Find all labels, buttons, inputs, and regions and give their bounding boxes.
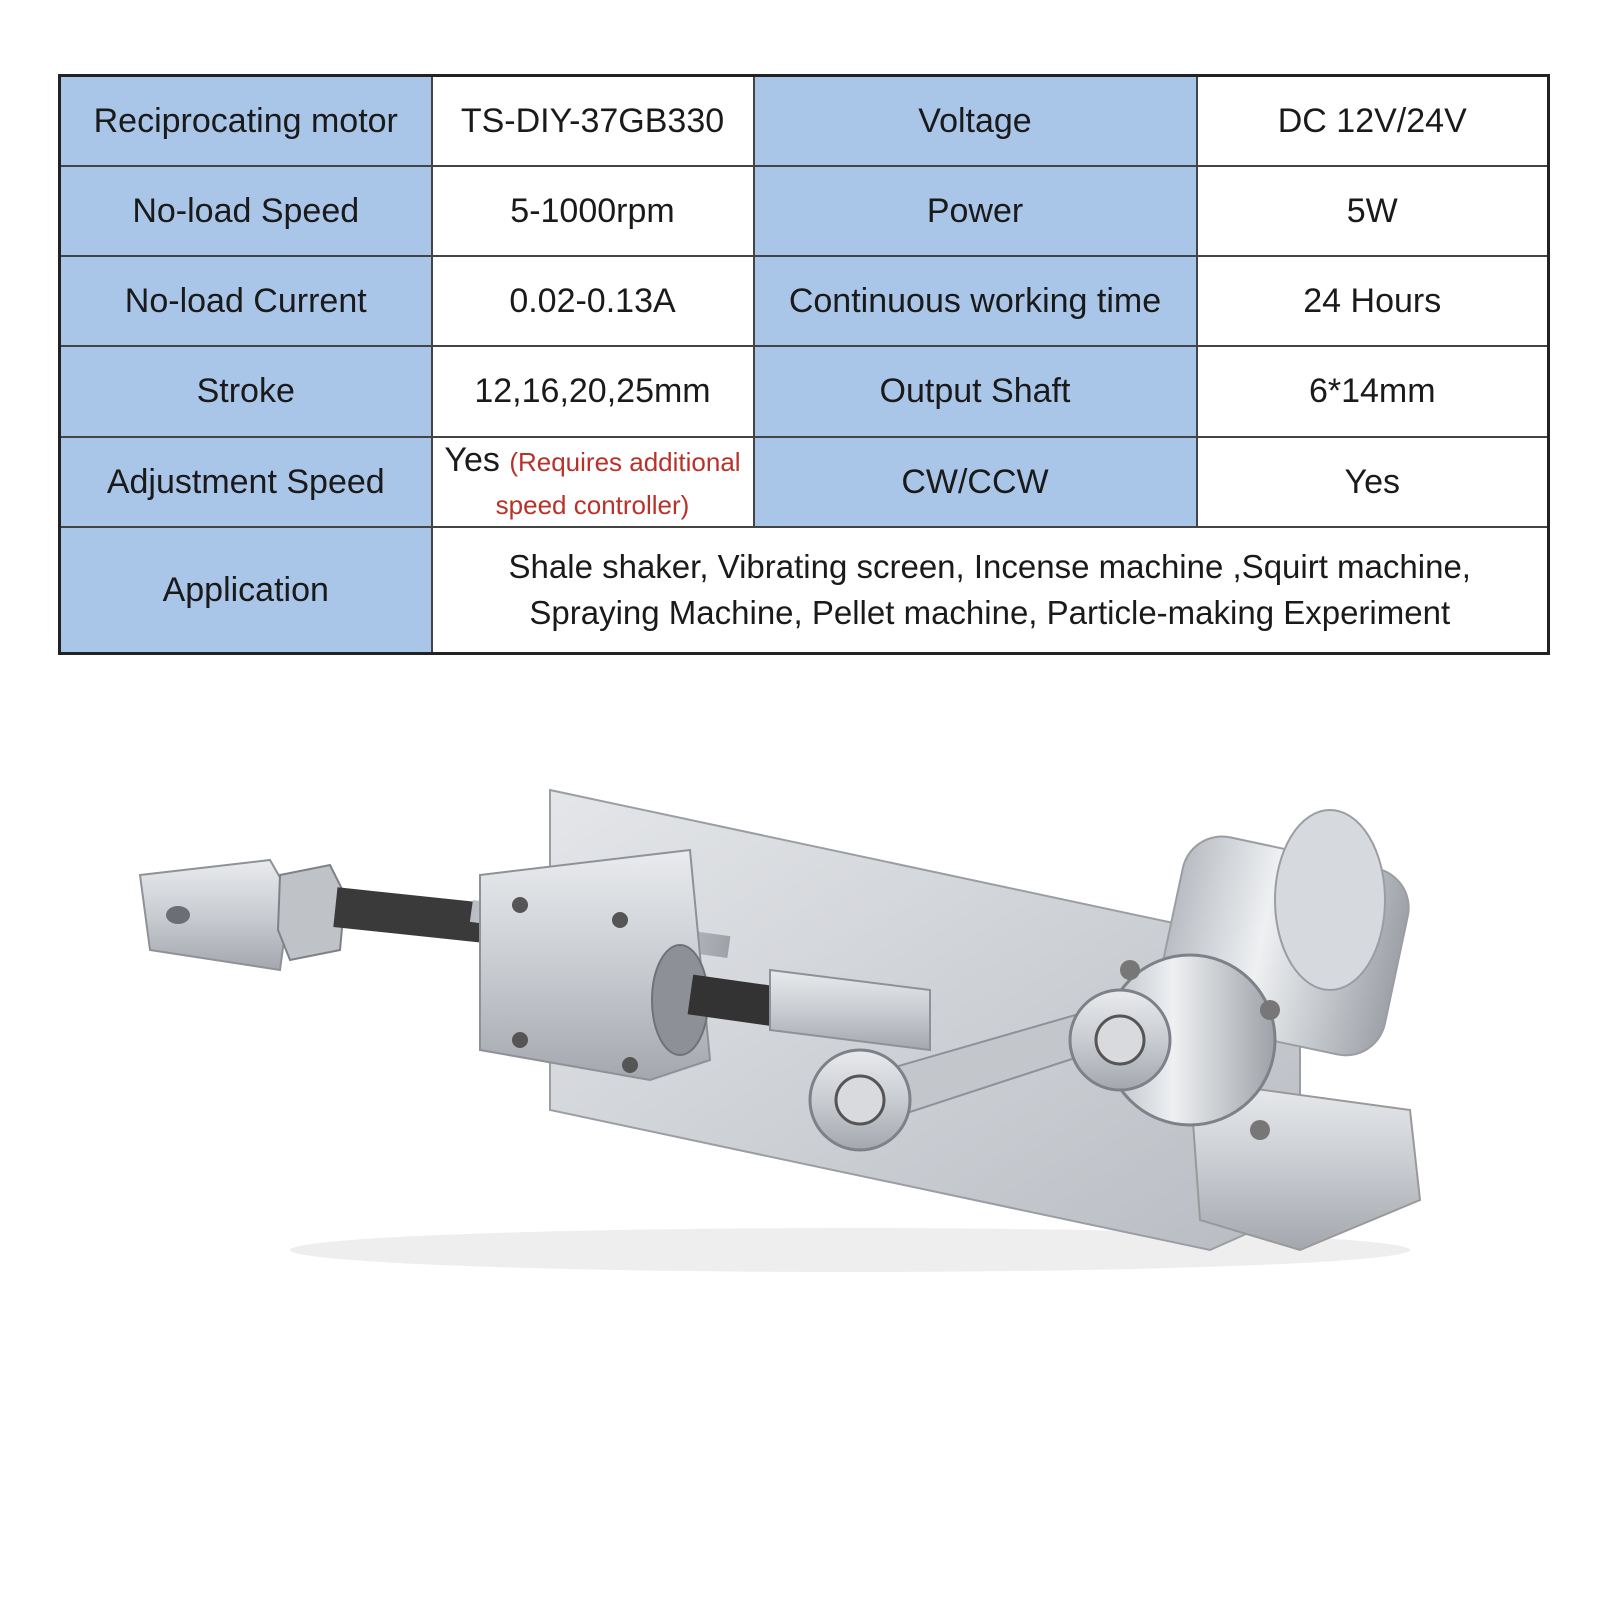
rod-end — [140, 860, 290, 970]
spec-row — [60, 256, 1549, 346]
spec-label: Reciprocating motor — [60, 76, 432, 166]
spec-row — [60, 437, 1549, 527]
motor-cap — [1275, 810, 1385, 990]
application-row — [60, 527, 1549, 653]
spec-value: TS-DIY-37GB330 — [432, 76, 754, 166]
application-value — [432, 527, 1549, 653]
threaded-rod — [333, 887, 486, 942]
spec-value: 12,16,20,25mm — [432, 346, 754, 436]
bolt-hole — [612, 912, 628, 928]
mount-screw — [1120, 960, 1140, 980]
controller-note: (Requires additional — [509, 447, 741, 478]
spec-table — [58, 74, 1550, 655]
reciprocating-motor-photo — [130, 780, 1470, 1300]
spec-value: 5W — [1197, 166, 1549, 256]
spec-label: Voltage — [754, 76, 1197, 166]
bolt-hole — [622, 1057, 638, 1073]
crank-screw — [1096, 1016, 1144, 1064]
spec-label: Output Shaft — [754, 346, 1197, 436]
mount-screw — [1260, 1000, 1280, 1020]
spec-value: 0.02-0.13A — [432, 256, 754, 346]
spec-value: Yes — [1197, 437, 1549, 527]
controller-note: speed controller) — [495, 489, 690, 520]
spec-row — [60, 76, 1549, 166]
application-line: Spraying Machine, Pellet machine, Particle-making Experiment — [529, 594, 1451, 632]
bolt-hole — [512, 897, 528, 913]
spec-row — [60, 346, 1549, 436]
spec-label: CW/CCW — [754, 437, 1197, 527]
application-line: Shale shaker, Vibrating screen, Incense machine ,Squirt machine, — [508, 547, 1471, 585]
spec-label: Power — [754, 166, 1197, 256]
spec-label: No-load Current — [60, 256, 432, 346]
spec-label: Adjustment Speed — [60, 437, 432, 527]
mount-screw — [1250, 1120, 1270, 1140]
yes-text: Yes — [444, 441, 500, 480]
spec-label: Continuous working time — [754, 256, 1197, 346]
spec-label: Stroke — [60, 346, 432, 436]
rod-end-hole — [166, 906, 190, 924]
pivot-screw — [836, 1076, 884, 1124]
adjustment-speed-value — [432, 437, 754, 527]
spec-row — [60, 166, 1549, 256]
spec-value: DC 12V/24V — [1197, 76, 1549, 166]
bolt-hole — [512, 1032, 528, 1048]
spec-label: No-load Speed — [60, 166, 432, 256]
spec-value: 6*14mm — [1197, 346, 1549, 436]
spec-value: 5-1000rpm — [432, 166, 754, 256]
spec-value: 24 Hours — [1197, 256, 1549, 346]
application-label: Application — [60, 527, 432, 653]
